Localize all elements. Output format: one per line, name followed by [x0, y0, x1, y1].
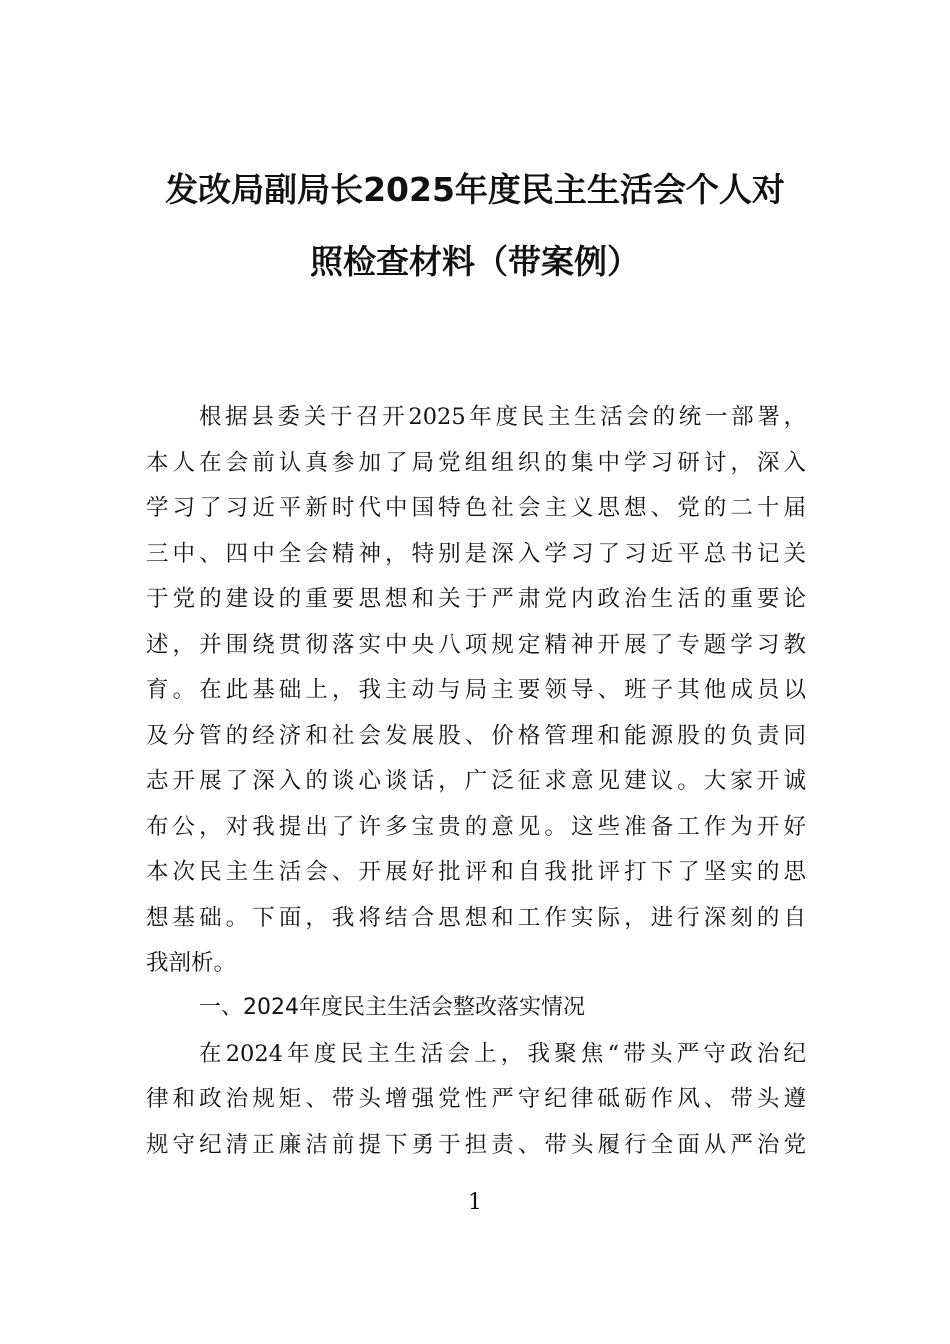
paragraph-1-line: 本次民主生活会、开展好批评和自我批评打下了坚实的思	[146, 859, 806, 885]
paragraph-1-line: 志开展了深入的谈心谈话，广泛征求意见建议。大家开诚	[146, 768, 806, 794]
document-title-line-2: 照检查材料（带案例）	[310, 242, 640, 281]
paragraph-1-line: 述，并围绕贯彻落实中央八项规定精神开展了专题学习教	[146, 632, 806, 658]
paragraph-1-line: 布公，对我提出了许多宝贵的意见。这些准备工作为开好	[146, 814, 806, 840]
paragraph-1-line: 育。在此基础上，我主动与局主要领导、班子其他成员以	[146, 677, 806, 703]
paragraph-1-line: 我剖析。	[146, 950, 237, 976]
paragraph-2-line: 规守纪清正廉洁前提下勇于担责、带头履行全面从严治党	[146, 1132, 806, 1158]
paragraph-2-line: 在2024年度民主生活会上，我聚焦“带头严守政治纪	[199, 1041, 806, 1067]
paragraph-1-line: 根据县委关于召开2025年度民主生活会的统一部署，	[199, 404, 806, 430]
paragraph-1-line: 及分管的经济和社会发展股、价格管理和能源股的负责同	[146, 723, 806, 749]
paragraph-1-line: 于党的建设的重要思想和关于严肃党内政治生活的重要论	[146, 586, 806, 612]
paragraph-1-line: 想基础。下面，我将结合思想和工作实际，进行深刻的自	[146, 905, 806, 931]
paragraph-1-line: 本人在会前认真参加了局党组组织的集中学习研讨，深入	[146, 450, 806, 476]
section-1-heading: 一、2024年度民主生活会整改落实情况	[199, 995, 585, 1020]
document-title-line-1: 发改局副局长2025年度民主生活会个人对	[165, 170, 785, 209]
paragraph-2-line: 律和政治规矩、带头增强党性严守纪律砥砺作风、带头遵	[146, 1086, 806, 1112]
paragraph-1-line: 三中、四中全会精神，特别是深入学习了习近平总书记关	[146, 541, 806, 567]
page-number: 1	[468, 1190, 482, 1215]
paragraph-1-line: 学习了习近平新时代中国特色社会主义思想、党的二十届	[146, 495, 806, 521]
